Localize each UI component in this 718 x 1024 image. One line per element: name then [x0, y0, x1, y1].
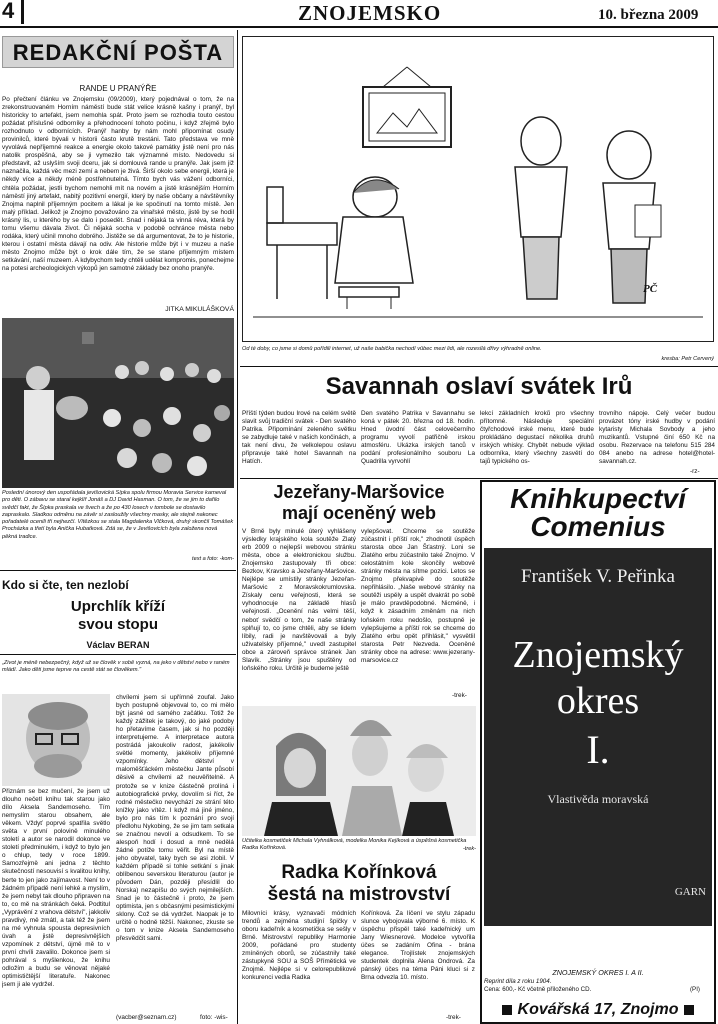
book-info-line1: Reprint díla z roku 1904.: [484, 978, 552, 985]
column-title-line1: Uprchlík kříží: [70, 598, 166, 615]
cosmetics-credit: -trek-: [462, 846, 476, 852]
cosmetics-photo: [242, 706, 476, 836]
web-col1: V Brně byly minulé úterý vyhlášeny výsledky krajského kola soutěže Zlatý erb 2009 o nejlepší webovou stránku města, obce a elektronickou službu. Znojemsko zastupovaly tři obce: Bezkov, Kravsko a Jezeřany-Maršovice. Nejlépe se umístily stránky Jezeřan-Maršovic z Moravskokrumlovska. Získaly cenu veřejnosti, která se vyhodnocuje na základě hlasů veřejnosti. „Ocenění nás velmi těší, neboť svědčí o tom, že naše stránky splňují to, co jsme chtěli, aby se lidem líbily, radi je navštěvovali a byly uživatelsky příjemné," uvedl zastupitel obce a zároveň správce stránek Jan Slavík. „Stránky jsou spuštěny od loňského roku. Určitě je budeme ještě: [242, 528, 356, 672]
letters-subtitle: RANDE U PRANÝŘE: [79, 84, 157, 93]
cosmetics-col2: Kořínková. Za líčení ve stylu západu slunce vybojovala výborné 6. místo. K úspěchu přispěl také kadeřnický um Jany Wiesnerové. Modelce vytvořila účes se zadáním Ofina - brána elegance. Trojlístek znojemských studentek doplnila Alena Ondrová. Za pánský účes na téma Páni kluci si z Brna odvezla 10. místo.: [361, 910, 475, 982]
carnival-caption: Poslední únorový den uspořádala jevišovická Šípka spolu firmou Moravia Service karneval pro děti. O zábavu se staral kejklíř Jonáš a DJ David Hasman. O tom, že se jim to dařilo svědčí fakt, že Šípka praskala ve švech a že po 430 losech v tombole se dostavilo zapraskalo. Sladkou odměnu na závěr si zasloužily všechny masky, ale stejně nakonec pořadatelé ocenili tři nejhezčí. Vítězkou se stala Magdalenka Vlčková, druhý skončil Tomášek Procházka a třetí byla Anička Hubatková. Zdá se, že v Jevišovicích byla založena nová pěkná tradice.: [2, 490, 234, 540]
cartoon-credit: kresba: Petr Červený: [661, 356, 714, 362]
book-volume: I.: [586, 727, 610, 772]
savannah-col3: lekcí základních kroků pro všechny přítomné. Následuje speciální čtyřchodové irské menu, které bude prokládáno degustací několika druhů irských whisky. Chybět nebude výklad odborníka, který všechny zasvětí do tajů typického os-: [480, 410, 594, 466]
column-author: Václav BERAN: [86, 640, 150, 650]
savannah-credit: -rz-: [690, 468, 700, 475]
square-bullet-icon: [502, 1005, 512, 1015]
carnival-credit: text a foto: -kom-: [192, 556, 234, 562]
cartoon-caption: Od té doby, co jsme si domů pořídili internet, už naše babička nechodí vůbec mezi lidi, ale rozesílá dřivy výhradně online.: [242, 346, 542, 352]
masthead: ZNOJEMSKO: [298, 1, 442, 25]
bookstore-title-line1: Knihkupectví: [510, 483, 686, 514]
savannah-col1: Příští týden budou Irové na celém světě slavit svůj tradiční svátek - Den svatého Patrika. Připomínání zeleného světku se zabydluje také v našich končinách, a tak není divu, že velkolepou oslavu připravuje také hotel Savannah na Hatích.: [242, 410, 356, 466]
letters-title: REDAKČNÍ POŠTA: [2, 36, 234, 68]
book-title-line1: Znojemský: [512, 634, 684, 676]
web-col2: vylepšovat. Chceme se soutěže zúčastnit i příští rok," zhodnotil úspěch starosta obce Jan Šťastný. Loni se Zlatého erbu zúčastnilo také Znojmo. V celostátním kole skončily webové stránky města na sítme pozici. Letos se Znojmo překvapivě do soutěže nepřihlásilo. „Naše webové stránky na soutěži uspěly a uspět dvakrát po sobě je málo pravděpodobné. Nicméně, i když k zásadním změnám na nich loňském roku nedošlo, postupně je vylepšujeme a příští rok se chceme do Zlatého erbu opět přihlásit," vysvětlil starosta Petr Nezveda. Oceněné stránky obce na adrese: www.jezerany-marsovice.cz: [361, 528, 475, 664]
cosmetics-col1: Milovníci krásy, vyznavači módních trendů a zejména studijní špičky v oboru kadeřník a kosmetička se sešly v Brně. Mistrovství republiky Harmonie 2009, pořádané pro studenty zmíněných oborů, se zúčastnily také zástupkyně SOU a SOŠ Přímětická ve Znojmě. Nejlépe si v celorepublikové konkurenci vedla Radka: [242, 910, 356, 982]
carnival-photo: [2, 318, 234, 488]
savannah-col4: trovního nápoje. Celý večer budou provázet tóny irské hudby v podání kytaristy Michala Sovbody a jeho muzikantů. Vstupné činí 650 Kč na osobu. Rezervace na telefonu 515 284 084 anebo na adrese hotel@hotel-savannah.cz.: [599, 410, 715, 466]
cosmetics-title-line1: Radka Kořínková: [281, 862, 437, 883]
book-publisher: GARN: [674, 886, 706, 898]
web-title-line2: mají oceněný web: [281, 503, 437, 523]
letters-body: Po přečtení článku ve Znojemsku (09/2009), který pojednával o tom, že na zrekonstruovaném Horním náměstí bude stát velice krásně kašny i pranýř, byl historicky to artefakt, jsem nemohla spát. Proto jsem se rozhodla touto cestou požádat příslušné odborníky a přehodnocení tohoto počinu, i když zřejmě bylo rozhodnuto v odbornících. Pranýř hanby by nám mohl připomínat osudy provinilců, které bývali v historii často krutě trestáni. Tato představa ve mně vyvolává nepříjemné reakce a energie okolo takové památky jistě není pro nás natolik prospěšná, aby se ji vymezilo tak významné místo. Nedovedu si představit, až uslyším svoji dceru, jak si domlouvá rande u pranýře. Jak jsem již naznačila, každá věc mezi zemí a nebem je živá. Širší okolo sebe energii, která je někdy více a někdy méně postřehnutelná. Tímto bych vás vážení odborníci, chtěla požádat, jestli bychom nemohli mít na novém a jistě krásnějším Horním náměstí jiný artefakt, nabitý pozitivní energií, který by naše občany a návštěvníky Znojma naplnil příjemným pocitem a lákal je ke spočinutí na tomto místě. Jen malý příklad. Jelikož je Znojmo považováno za vinařské město, jistě by se hodil krásný lis, u kterého by se dalo i posedět. Snad i nějaká ta vinná réva, která by tomu všemu dávala život. Či nějaká socha v podobě ochránce města nebo rodáka, který učinil mnoho dobrého. Jistěže se dá argumentovat, že to je historie, kterou i ostatní města dávají na odiv. Ale historie může být i v muzeu a naše město Znojmo může být o krok dále tím, že se stane příjemným místem setkávání, naší muzeem. A kdybychom tedy chtěli udělat kompromis, ponechejme na potesi archeologických výkopů jen samotné základy bez onoho pranýře.: [2, 96, 234, 272]
column-title-line2: svou stopu: [77, 616, 158, 633]
bookstore-title-line2: Comenius: [530, 511, 666, 542]
square-bullet-icon: [684, 1005, 694, 1015]
author-portrait: [2, 694, 110, 786]
bookstore-address: Kovářská 17, Znojmo: [517, 1001, 679, 1018]
book-cover: [484, 548, 712, 926]
savannah-col2: Den svatého Patrika v Savannahu se koná v pátek 20. března od 18. hodin. Hned úvodní část celovečerního programu vyvolí patřičně irskou atmosféru. Ukázka irských tanců v podání profesionálního souboru La Quadrilla vyrvohlí: [361, 410, 475, 466]
book-subtitle: Vlastivěda moravská: [547, 792, 649, 806]
cosmetics-title-line2: šestá na mistrovství: [267, 884, 451, 905]
column-body-left: Přiznám se bez mučení, že jsem už dlouho nečetl knihu tak starou jako dílo Aksela Sandemoseho. Tím nemyslím starou obsahem, ale věkem. Vždyť poprvé spatřila světlo světa v první polovině minulého století a autor se narodil dokonce ve století předminulém, i když to bylo jen o chlup, tedy v roce 1899. Samozřejmě ani jedna z těchto skutečností nesouvisí s kvalitou knihy, berte to jen jako zajímavost. Není to v žádném případě není lehké a myslím, že jsem nebyl tak dlouho připraven na to, co mě na stránkách čeká. Podtitul „Vyprávění z vrahova dětství", jakkoliv pravdivý, mě zmátl, a tak též že jsem na mé vyhnula spousta depresivních úvah a jistě depresivnějších vzpomínek z dětství, újmě mě to v první chvíli zavalilo. Dokonce jsem si pohrával s myšlenkou, že knihu odložím a budu se věnovat nějaké optimističtější literatuře. Nakonec jsem ji ale vydržel.: [2, 788, 110, 989]
book-info-pi: (PI): [690, 986, 700, 993]
column-contact: (vacber@seznam.cz): [116, 1014, 177, 1021]
bookstore-address-bar: [482, 998, 714, 1022]
book-title-line2: okres: [556, 680, 640, 722]
column-credit: foto: -wis-: [200, 1014, 228, 1021]
cartoon-drawing: [243, 37, 712, 340]
cartoon-frame: [242, 36, 714, 342]
cosmetics-credit-text: -trek-: [446, 1014, 461, 1021]
issue-date: 10. března 2009: [598, 7, 699, 23]
column-intro: „Život je méně nebezpečný, když už se člověk v sobě vyzná, na jeko v dětství nebo v raném mládí. Jako děti jsme teprve na cestě stát se člověkem.": [2, 660, 230, 674]
page-number: 4: [2, 0, 24, 24]
cosmetics-caption: Učitelka kosmetiček Michala Vyhnálková, modelka Monika Kejíková a úspěšná kosmetička Radka Kořínková.: [242, 838, 467, 852]
web-credit: -trek-: [452, 692, 467, 699]
cartoon-signature: PČ: [643, 283, 658, 295]
column-kicker: Kdo si čte, ten nezlobí: [2, 578, 129, 592]
column-body-right: chvílemi jsem si upřímně zoufal. Jako bych postupně objevoval to, co mi mělo být jasné od samého začátku. Totiž že každý zážitek je takový, do jaké podoby ho přetavíme časem, jak si ho později interpretujeme. A interpretace autora postrádá jakoukoliv radost, jakékoliv světlé momenty, jakékoliv příjemné vzpomínky. Jeho dětství v maloměšťáckém městečku Jante působí děsivě a chvílemi až neuvěřitelně. A protože se v knize částečně prolíná i autobiografické prvky, dovolím si říct, že rodné městečko nevychází ze strání této knížky jako vítěz. I když má jiné jméno, bylo pro nás tím k poznání pro svojí předlohu Nykobing, že se jim tam setkala se značnou nevolí a odsudkem. To se alespoň hodí i dosud a mně nedělá žádné potíže tomu věřit. Byl na místě jeho obyvatel, taky bych se asi zlobil. V každém případě si tohle setkání s jinak oblíbenou severskou literaturou (autor je původem Dán, později přesídlil do Norska) nezapíšu do svých nejmilejších. Snad je to částečně i proto, že jsem optimista, jen s občasnými pesimistickými sklony. Což se dá vydržet. Naopak je to určitě o hodně těžší. Nakonec, zkuste se o tom v knize Aksela Sandemoseho přesvědčit sami.: [116, 694, 234, 943]
book-info-line2: Cena: 600,- Kč včetně přiloženého CD.: [484, 986, 592, 993]
savannah-title: Savannah oslaví svátek Irů: [325, 373, 633, 400]
portrait-illustration: [2, 694, 110, 786]
book-author: František V. Peřinka: [521, 566, 675, 587]
book-info-title: ZNOJEMSKÝ OKRES I. A II.: [552, 968, 644, 977]
carnival-illustration: [2, 318, 234, 488]
letters-author: JITKA MIKULÁŠKOVÁ: [165, 306, 234, 313]
cosmetics-illustration: [242, 706, 476, 836]
web-title-line1: Jezeřany-Maršovice: [273, 482, 445, 502]
